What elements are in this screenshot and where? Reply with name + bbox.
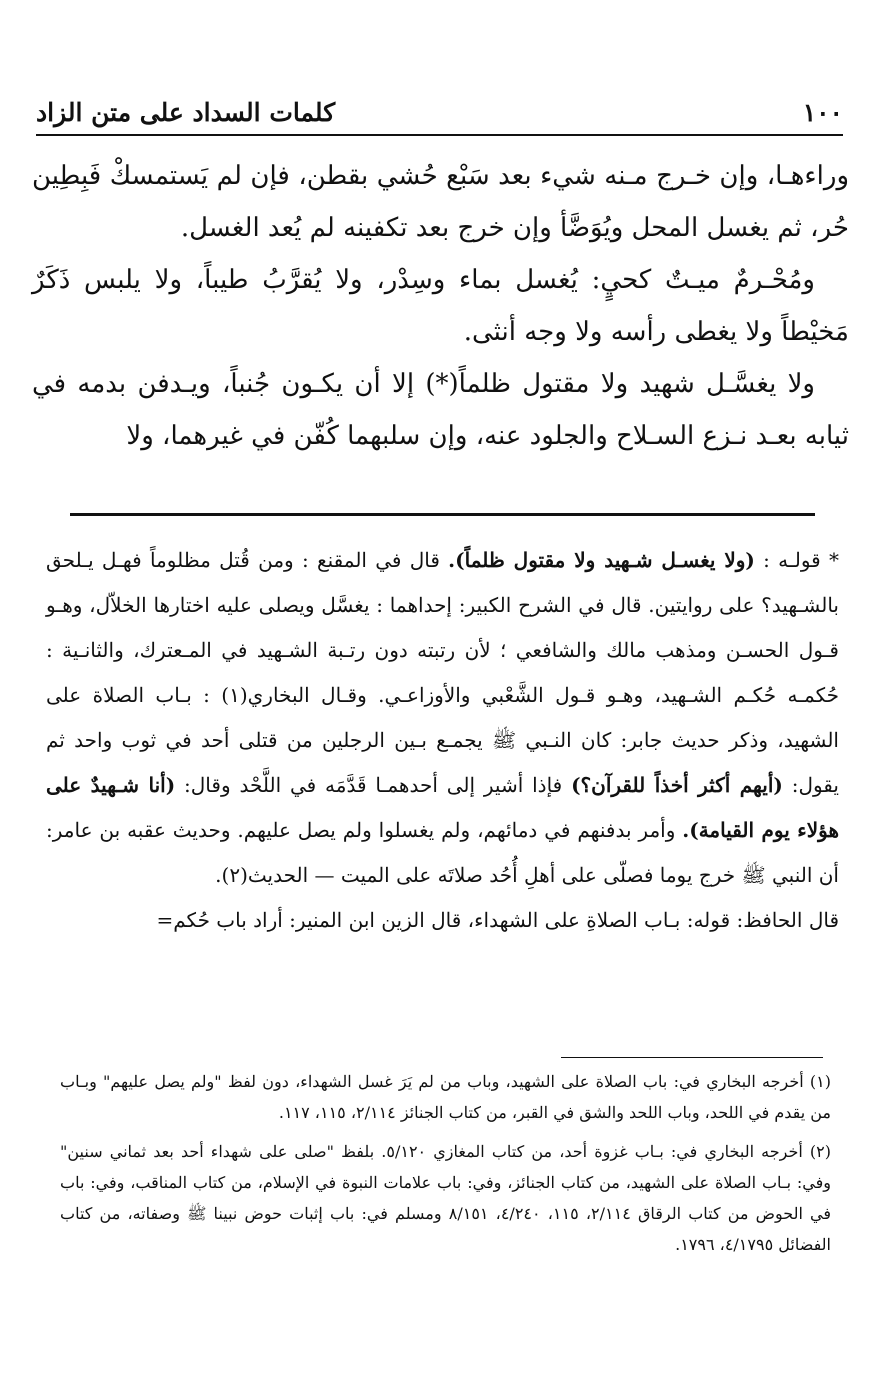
running-title: كلمات السداد على متن الزاد <box>36 98 336 127</box>
commentary-text: وأمر بدفنهم في دمائهم، ولم يغسلوا ولم يصل عليهم. وحديث عقبه بن عامر: أن النبي ﷺ خرج يوما فصلّى على أهلِ أُحُد صلاتَه على الميت — الحديث(٢). <box>46 818 839 887</box>
footnote: (١) أخرجه البخاري في: باب الصلاة على الشهيد، وباب من لم يَرَ غسل الشهداء، دون لفظ "ولم يصل عليهم" وبـاب من يقدم في اللحد، وباب اللحد والشق في القبر، من كتاب الجنائز ٢/١١٤، ١١٥، ١١٧. <box>60 1072 831 1122</box>
commentary-paragraph <box>46 538 839 898</box>
page-header <box>36 94 843 136</box>
main-text <box>32 150 849 462</box>
main-paragraph: ومُحْـرمٌ ميـتٌ كحيٍ: يُغسل بماء وسِدْر، ولا يُقرَّبُ طيباً، ولا يلبس ذَكَرٌ مَخيْطاً ولا يغطى رأسه ولا وجه أنثى. <box>32 265 849 347</box>
commentary-text: قال في المقنع : ومن قُتل مظلوماً فهـل يـلحق بالشـهيد؟ على روايتين. قال في الشرح الكبير: إحداهما : يغسَّل ويصلى عليه اختارها الخلاّل، وهـو قـول الحسـن ومذهب مالك والشافعي ؛ لأن رتبته دون رتـبة الشـهيد في المـعترك، والثانـية : حُكمـه حُكـم الشـهيد، وهـو قـول الشَّعْبي والأوزاعـي. وقـال البخاري(١) : بـاب الصلاة على الشهيد، وذكر حديث جابر: كان النـبي ﷺ يجمـع بـين الرجلين من قتلى أحد في ثوب واحد ثم يقول: <box>46 548 840 797</box>
commentary-paragraph: قال الحافظ: قوله: بـاب الصلاةِ على الشهداء، قال الزين ابن المنير: أراد باب حُكم= <box>156 908 839 932</box>
hadith-quote: (أنا شـهيدٌ على هؤلاء يوم القيامة). <box>46 773 840 842</box>
hadith-quote: (أيهم أكثر أخذاً للقرآن؟) <box>571 773 783 797</box>
footnotes <box>60 1066 831 1268</box>
page-number: ١٠٠ <box>802 98 843 127</box>
section-divider <box>70 513 815 516</box>
commentary <box>46 538 839 943</box>
footnote-divider <box>561 1057 823 1058</box>
main-paragraph: ولا يغسَّـل شهيد ولا مقتول ظلماً(*) إلا أن يكـون جُنباً، ويـدفن بدمه في ثيابه بعـد نـزع السـلاح والجلود عنه، وإن سلبهما كُفّن في غيرهما، ولا <box>32 369 849 451</box>
commentary-lead: * قولـه : <box>754 548 839 572</box>
commentary-text: فإذا أشير إلى أحدهمـا قَدَّمَه في اللَّحْد وقال: <box>175 773 572 797</box>
commentary-quote: (ولا يغسـل شـهيد ولا مقتول ظلماً). <box>448 548 755 572</box>
main-paragraph: وراءهـا، وإن خـرج مـنه شيء بعد سَبْع حُشي بقطن، فإن لم يَستمسكْ فَبِطِين حُر، ثم يغسل المحل ويُوَضَّأ وإن خرج بعد تكفينه لم يُعد الغسل. <box>32 161 849 243</box>
footnote: (٢) أخرجه البخاري في: بـاب غزوة أحد، من كتاب المغازي ٥/١٢٠. بلفظ "صلى على شهداء أحد بعد ثماني سنين" وفي: بـاب الصلاة على الشهيد، من كتاب الجنائز، وفي: باب علامات النبوة في الإسلام، من كتاب المناقب، وفي: باب في الحوض من كتاب الرقاق ٢/١١٤، ١١٥، ٤/٢٤٠، ٨/١٥١ ومسلم في: باب إثبات حوض نبينا ﷺ وصفاته، من كتاب الفضائل ٤/١٧٩٥، ١٧٩٦. <box>60 1142 832 1254</box>
